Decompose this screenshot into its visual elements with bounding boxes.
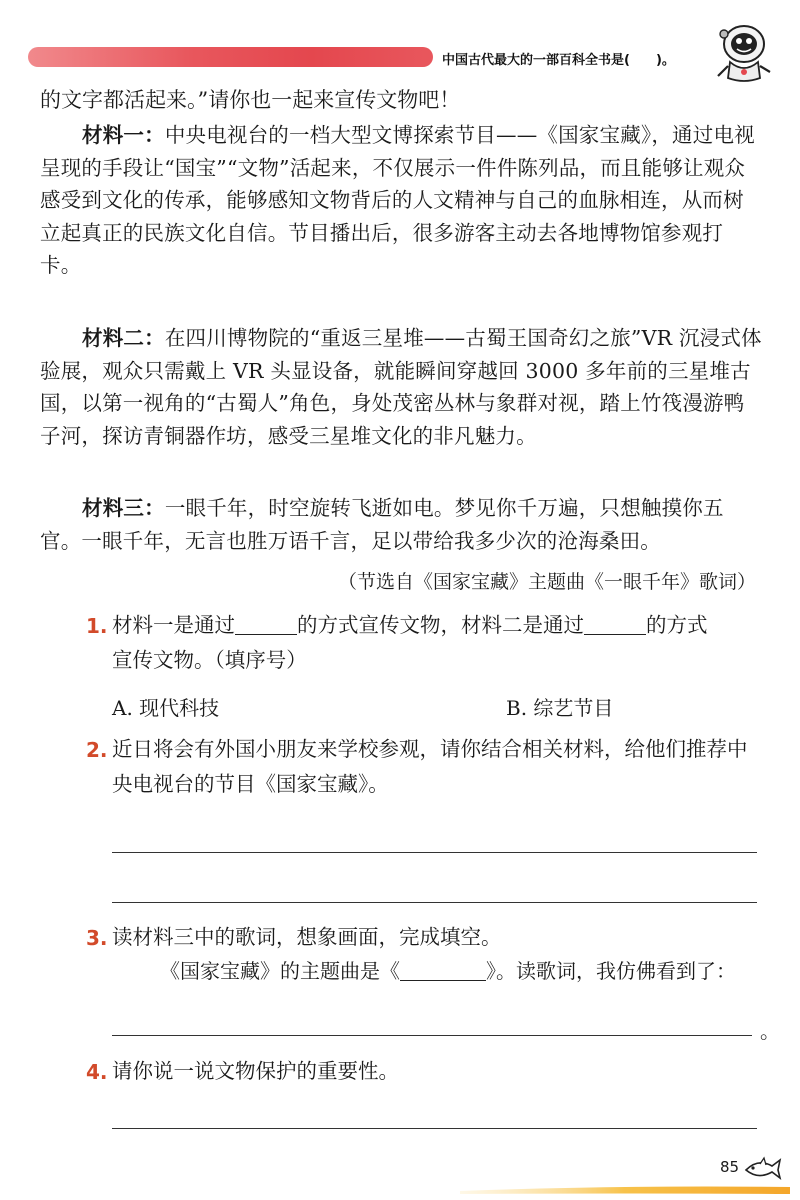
material-1-text: 中央电视台的一档大型文博探索节目——《国家宝藏》，通过电视呈现的手段让“国宝”“文物”活起来，不仅展示一件件陈列品，而且能够让观众感受到文化的传承，能够感知文物背后的人文精神与自己的血脉相连，从而树立起真正的民族文化自信。节目播出后，很多游客主动去各地博物馆参观打卡。 [40,123,755,278]
material-3-label: 材料三： [82,496,165,520]
material-3-text: 一眼千年，时空旋转飞逝如电。梦见你千万遍，只想触摸你五官。一眼千年，无言也胜万语千言，足以带给我多少次的沧海桑田。 [40,496,724,553]
question-2-answer-line-1[interactable] [112,852,757,853]
material-2-text: 在四川博物院的“重返三星堆——古蜀王国奇幻之旅”VR 沉浸式体验展，观众只需戴上 VR 头显设备，就能瞬间穿越回 3000 多年前的三星堆古国，以第一视角的“古蜀人”角色，身处茂密丛林与象群对视，踏上竹筏漫游鸭子河，探访青铜器作坊，感受三星堆文化的非凡魅力。 [40,326,762,448]
question-1-option-b[interactable]: B. 综艺节目 [506,696,614,720]
page-number: 85 [720,1158,740,1176]
question-1-text [112,608,762,678]
lyrics-source: （节选自《国家宝藏》主题曲《一眼千年》歌词） [337,571,756,593]
question-1-part3: 的方式 [646,613,708,637]
question-1-part2: 的方式宣传文物，材料二是通过 [297,613,584,637]
question-1-blank-b[interactable] [584,614,646,635]
question-3-fill-b: 》。读歌词，我仿佛看到了： [486,959,736,983]
material-1 [40,119,762,282]
question-1-option-a[interactable]: A. 现代科技 [112,696,220,720]
question-2-answer-line-2[interactable] [112,902,757,903]
question-1-part1: 材料一是通过 [112,613,235,637]
question-2-text: 近日将会有外国小朋友来学校参观，请你结合相关材料，给他们推荐中央电视台的节目《国家宝藏》。 [112,737,748,796]
question-3-answer-line[interactable] [112,1035,752,1036]
question-4-text: 请你说一说文物保护的重要性。 [112,1059,399,1083]
material-3 [40,492,762,557]
question-3-text: 读材料三中的歌词，想象画面，完成填空。 [112,925,502,949]
question-3-blank[interactable] [400,960,486,981]
material-1-label: 材料一： [82,123,165,147]
question-1-blank-a[interactable] [235,614,297,635]
question-3-fill [160,955,736,984]
question-1-line2: 宣传文物。（填序号） [112,648,307,672]
question-3-fill-a: 《国家宝藏》的主题曲是《 [160,959,400,983]
intro-tail: 的文字都活起来。”请你也一起来宣传文物吧！ [40,88,461,112]
question-3-period: 。 [760,1019,780,1043]
material-2 [40,322,762,452]
question-2-number: 2. [86,738,108,762]
question-4-answer-line[interactable] [112,1128,757,1129]
astronaut-mascot-icon [708,22,778,84]
question-3-number: 3. [86,926,108,950]
footer-orange-stroke [460,1183,790,1195]
header-quiz-question: 中国古代最大的一部百科全书是( )。 [442,53,675,68]
header-red-stroke [28,47,433,67]
material-2-label: 材料二： [82,326,165,350]
question-4-number: 4. [86,1060,108,1084]
question-1-number: 1. [86,614,108,638]
fish-icon [742,1154,782,1182]
